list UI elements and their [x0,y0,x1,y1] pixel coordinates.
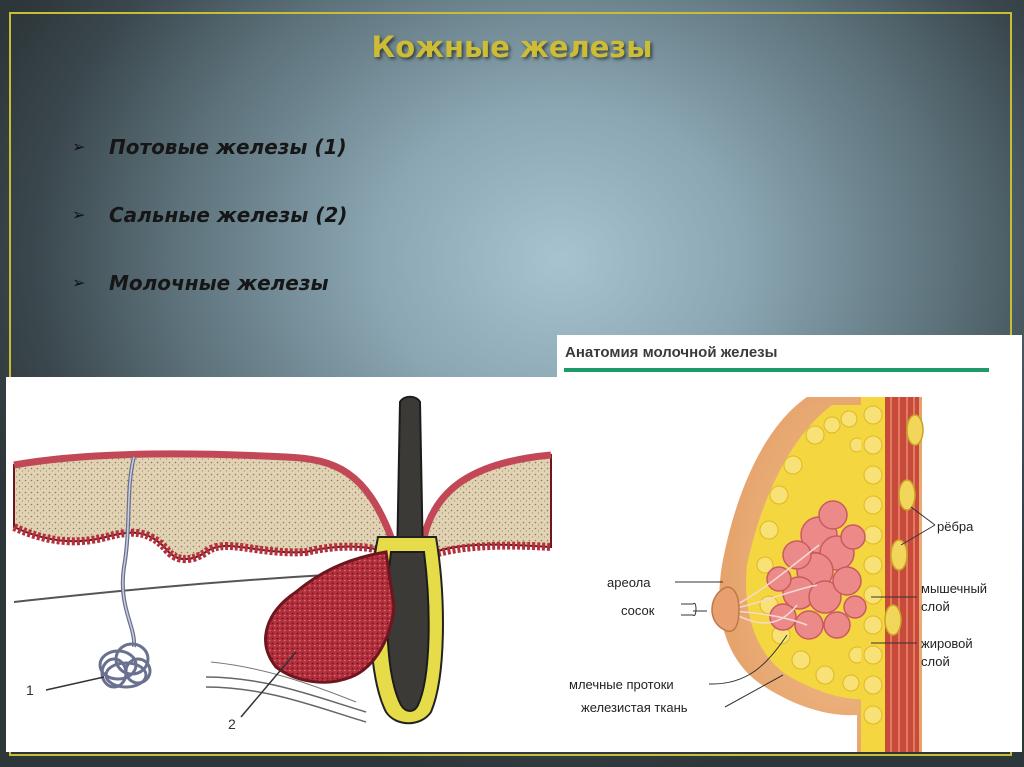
arrow-bullet-icon: ➢ [72,205,86,224]
fiber-line [206,677,366,712]
slide-title: Кожные железы [371,30,653,64]
label-muscle-layer-2: слой [921,599,950,614]
bullet-text: Сальные железы (2) [109,203,348,227]
label-pointer-1 [46,677,104,690]
arrow-bullet-icon: ➢ [72,273,86,292]
skin-glands-figure [6,377,558,752]
breast-anatomy-figure [557,335,1022,752]
bullet-text: Потовые железы (1) [109,135,347,159]
label-pointer-2 [241,652,296,717]
label-muscle-layer-1: мышечный [921,581,988,596]
breast-anatomy-drawing [557,335,1022,752]
label-areola: ареола [607,575,651,590]
figure-title: Анатомия молочной железы [565,344,778,361]
sweat-gland-coil [100,644,150,687]
label-glandular-tissue: железистая ткань [581,700,688,715]
nipple [712,587,739,631]
label-fat-layer-2: слой [921,654,950,669]
hair-root [387,552,429,711]
skin-glands-drawing [6,377,558,752]
label-fat-layer-1: жировой [921,636,973,651]
label-ribs: рёбра [937,519,974,534]
dermis-line [14,575,326,602]
label-milk-ducts: млечные протоки [569,677,674,692]
label-nipple: сосок [621,603,655,618]
bullet-text: Молочные железы [109,271,329,295]
label-sweat-gland: 1 [26,682,34,698]
arrow-bullet-icon: ➢ [72,137,86,156]
label-sebaceous-gland: 2 [228,716,236,732]
